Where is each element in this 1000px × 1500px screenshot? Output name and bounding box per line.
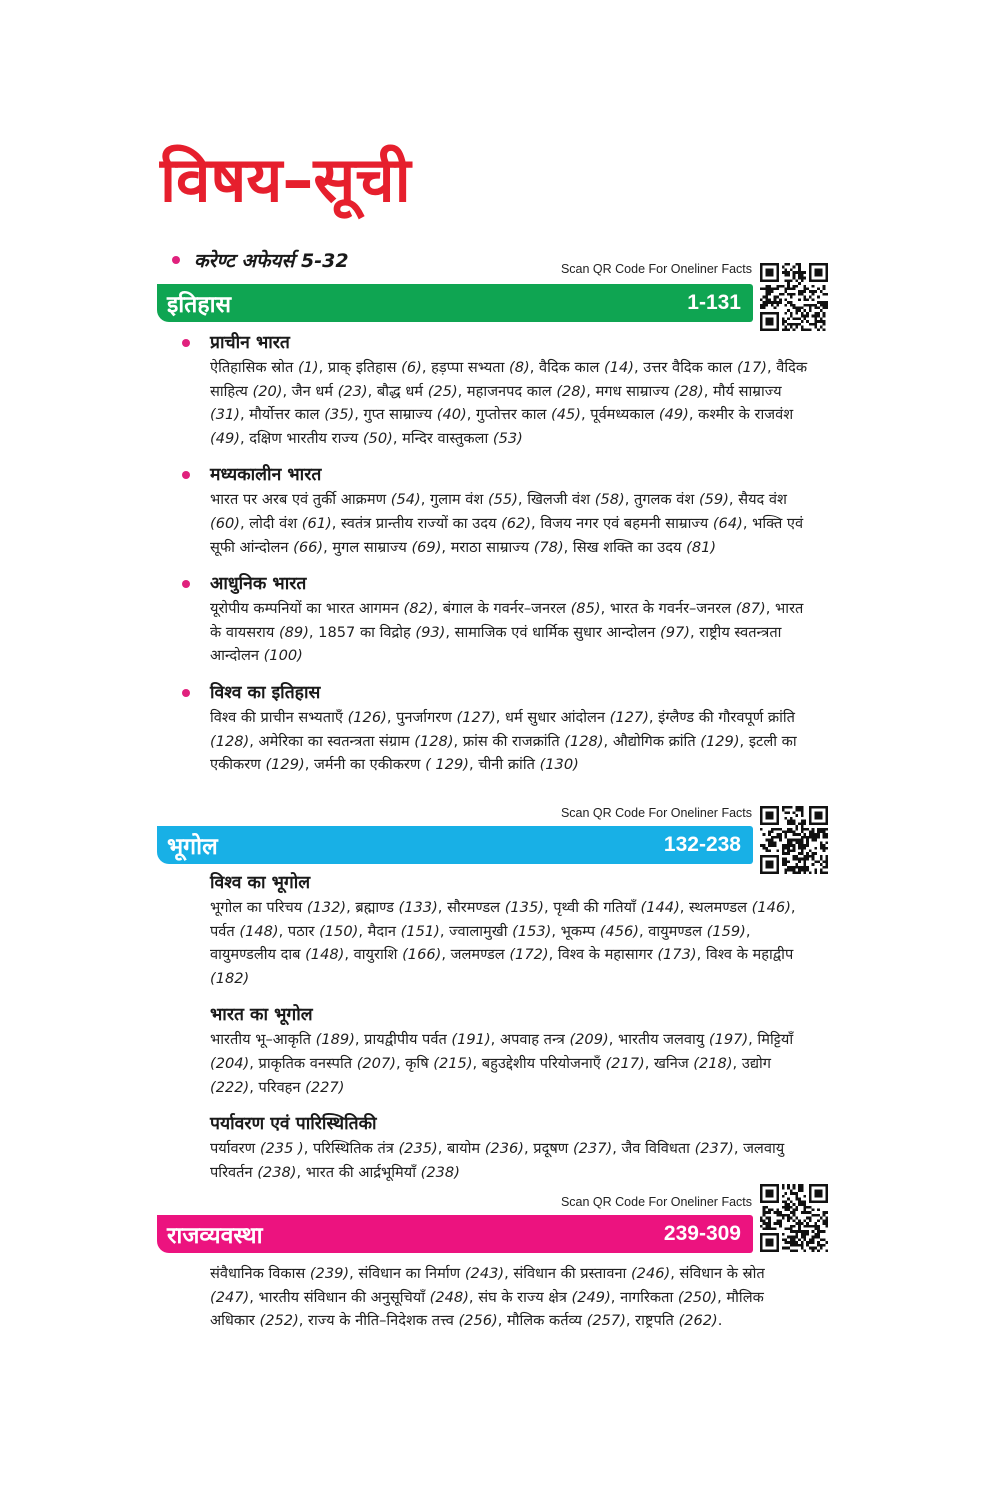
entry-topics: संवैधानिक विकास (239), संविधान का निर्माण (243), संविधान की प्रस्तावना (246), संविधान के स्रोत (247), भारतीय संविधान की अनुसूचियाँ (248), संघ के राज्य क्षेत्र (249), नागरिकता (250), मौलिक अधिकार (252), राज्य के नीति–निदेशक तत्त्व (256), मौलिक कर्तव्य (257), राष्ट्रपति (262). — [210, 1265, 765, 1330]
section-header-geography — [157, 826, 753, 864]
current-affairs-item — [172, 247, 349, 273]
entry-title: भारत का भूगोल — [210, 1005, 313, 1026]
bullet-icon — [182, 339, 190, 347]
section-body-geography — [0, 870, 1000, 1196]
section-title: इतिहास — [167, 292, 232, 318]
toc-entry — [0, 1002, 1000, 1099]
qr-caption: Scan QR Code For Oneliner Facts — [560, 262, 752, 276]
entry-title: आधुनिक भारत — [210, 574, 307, 595]
entry-topics: पर्यावरण (235 ), परिस्थितिक तंत्र (235), बायोम (236), प्रदूषण (237), जैव विविधता (237), जलवायु परिवर्तन (238), भारत की आर्द्रभूमियाँ (238) — [210, 1140, 785, 1181]
toc-entry — [0, 680, 1000, 777]
toc-entry — [0, 462, 1000, 559]
section-page-range: 239-309 — [663, 1222, 741, 1245]
entry-topics: भारतीय भू–आकृति (189), प्रायद्वीपीय पर्वत (191), अपवाह तन्त्र (209), भारतीय जलवायु (197), मिट्टियाँ (204), प्राकृतिक वनस्पति (207), कृषि (215), बहुउद्देशीय परियोजनाएँ (217), खनिज (218), उद्योग (222), परिवहन (227) — [210, 1031, 794, 1096]
bullet-icon — [172, 256, 180, 264]
entry-topics: यूरोपीय कम्पनियों का भारत आगमन (82), बंगाल के गवर्नर–जनरल (85), भारत के गवर्नर–जनरल (87), भारत के वायसराय (89), 1857 का विद्रोह (93), सामाजिक एवं धार्मिक सुधार आन्दोलन (97), राष्ट्रीय स्वतन्त्रता आन्दोलन (100) — [210, 600, 804, 665]
entry-title: विश्व का इतिहास — [210, 682, 321, 703]
toc-entry — [0, 1111, 1000, 1184]
entry-title: पर्यावरण एवं पारिस्थितिकी — [210, 1114, 377, 1135]
entry-topics: भूगोल का परिचय (132), ब्रह्माण्ड (133), सौरमण्डल (135), पृथ्वी की गतियाँ (144), स्थलमण्डल (146), पर्वत (148), पठार (150), मैदान (151), ज्वालामुखी (153), भूकम्प (456), वायुमण्डल (159), वायुमण्डलीय दाब (148), वायुराशि (166), जलमण्डल (172), विश्व के महासागर (173), विश्व के महाद्वीप (182) — [210, 899, 796, 987]
section-title: भूगोल — [167, 834, 218, 860]
qr-caption: Scan QR Code For Oneliner Facts — [560, 1195, 752, 1209]
qr-code-icon — [760, 806, 828, 874]
qr-code-icon — [760, 263, 828, 331]
toc-entry — [0, 330, 1000, 450]
section-title: राजव्यवस्था — [167, 1223, 263, 1249]
section-body-history — [0, 330, 1000, 789]
section-page-range: 132-238 — [663, 833, 741, 856]
page-title: विषय–सूची — [160, 143, 411, 216]
entry-topics: विश्व की प्राचीन सभ्यताएँ (126), पुनर्जागरण (127), धर्म सुधार आंदोलन (127), इंग्लैण्ड की गौरवपूर्ण क्रांति (128), अमेरिका का स्वतन्त्रता संग्राम (128), फ्रांस की राजक्रांति (128), औद्योगिक क्रांति (129), इटली का एकीकरण (129), जर्मनी का एकीकरण ( 129), चीनी क्रांति (130) — [210, 708, 797, 774]
entry-title: मध्यकालीन भारत — [210, 465, 322, 486]
section-header-polity — [157, 1215, 753, 1253]
toc-entry — [0, 571, 1000, 668]
entry-title: प्राचीन भारत — [210, 333, 290, 353]
bullet-icon — [182, 471, 190, 479]
section-page-range: 1-131 — [687, 291, 741, 314]
entry-title: विश्व का भूगोल — [210, 873, 311, 893]
toc-entry — [0, 870, 1000, 990]
qr-caption: Scan QR Code For Oneliner Facts — [560, 806, 752, 820]
section-body-polity — [0, 1262, 1000, 1345]
entry-topics: ऐतिहासिक स्रोत (1), प्राक् इतिहास (6), हड़प्पा सभ्यता (8), वैदिक काल (14), उत्तर वैदिक काल (17), वैदिक साहित्य (20), जैन धर्म (23), बौद्ध धर्म (25), महाजनपद काल (28), मगध साम्राज्य (28), मौर्य साम्राज्य (31), मौर्योत्तर काल (35), गुप्त साम्राज्य (40), गुप्तोत्तर काल (45), पूर्वमध्यकाल (49), कश्मीर के राजवंश (49), दक्षिण भारतीय राज्य (50), मन्दिर वास्तुकला (53) — [210, 359, 808, 447]
current-affairs-label: करेण्ट अफेयर्स 5-32 — [194, 250, 349, 272]
section-header-history — [157, 284, 753, 322]
entry-topics: भारत पर अरब एवं तुर्की आक्रमण (54), गुलाम वंश (55), खिलजी वंश (58), तुगलक वंश (59), सैयद वंश (60), लोदी वंश (61), स्वतंत्र प्रान्तीय राज्यों का उदय (62), विजय नगर एवं बहमनी साम्राज्य (64), भक्ति एवं सूफी आंन्दोलन (66), मुगल साम्राज्य (69), मराठा साम्राज्य (78), सिख शक्ति का उदय (81) — [210, 491, 804, 556]
qr-code-icon — [760, 1184, 828, 1252]
bullet-icon — [182, 689, 190, 697]
bullet-icon — [182, 580, 190, 588]
toc-entry — [0, 1262, 1000, 1333]
